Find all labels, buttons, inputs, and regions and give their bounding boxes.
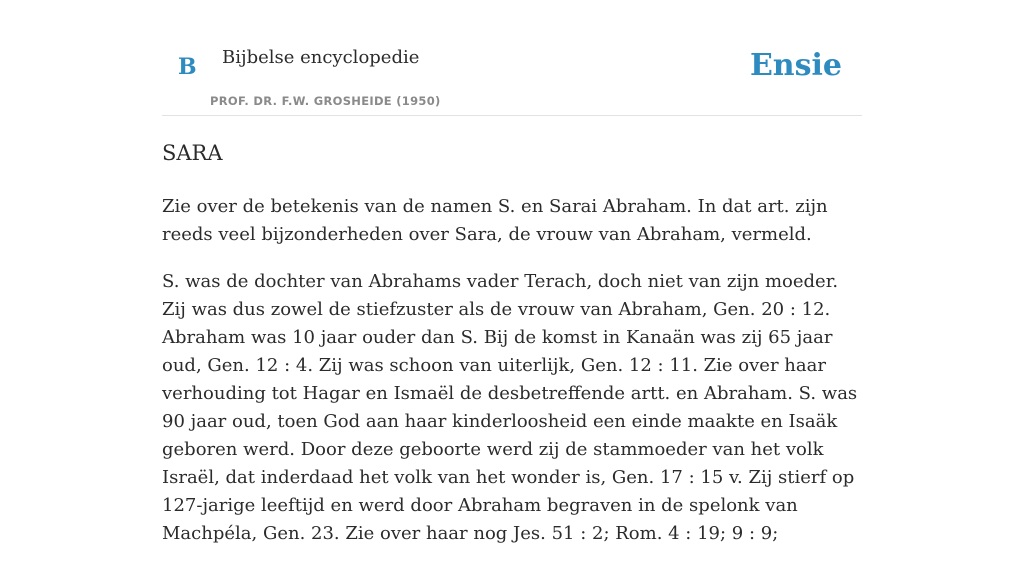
article-paragraph: S. was de dochter van Abrahams vader Terach, doch niet van zijn moeder. Zij was dus zowel de stiefzuster als de vrouw van Abraham, Gen. 20 : 12. Abraham was 10 jaar ouder dan S. Bij de komst in Kanaän was zij 65 jaar oud, Gen. 12 : 4. Zij was schoon van uiterlijk, Gen. 12 : 11. Zie over haar verhouding tot Hagar en Ismaël de desbetreffende artt. en Abraham. S. was 90 jaar oud, toen God aan haar kinderloosheid een einde maakte en Isaäk geboren werd. Door deze geboorte werd zij de stammoeder van het volk Israël, dat inderdaad het volk van het wonder is, Gen. 17 : 15 v. Zij stierf op 127-jarige leeftijd en werd door Abraham begraven in de spelonk van Machpéla, Gen. 23. Zie over haar nog Jes. 51 : 2; Rom. 4 : 19; 9 : 9;: [162, 271, 858, 544]
book-title-link[interactable]: Bijbelse encyclopedie: [222, 47, 420, 68]
book-logo-letter[interactable]: B: [178, 54, 197, 80]
article-paragraph: Zie over de betekenis van de namen S. en Sarai Abraham. In dat art. zijn reeds veel bijzonderheden over Sara, de vrouw van Abraham, vermeld.: [162, 196, 828, 245]
article-title: SARA: [162, 141, 223, 165]
ensie-brand-logo[interactable]: Ensie: [749, 48, 842, 83]
article-body: [162, 193, 862, 567]
book-author: PROF. DR. F.W. GROSHEIDE (1950): [210, 94, 441, 108]
book-header: [162, 0, 862, 116]
page: [162, 0, 862, 544]
